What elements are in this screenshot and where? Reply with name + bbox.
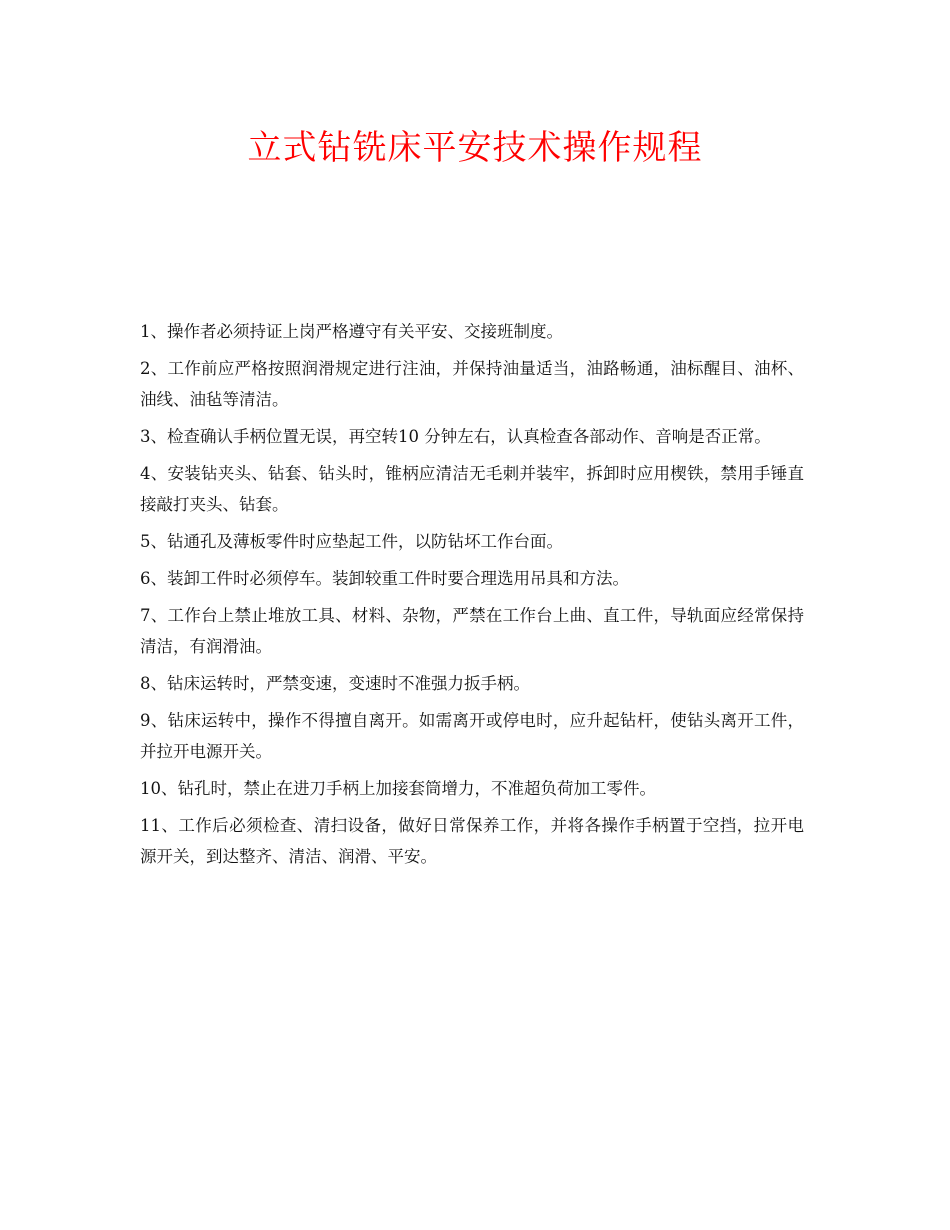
rule-item-6: 6、装卸工件时必须停车。装卸较重工件时要合理选用吊具和方法。	[140, 569, 629, 588]
rules-list	[140, 316, 804, 878]
rule-item-11: 11、工作后必须检查、清扫设备，做好日常保养工作，并将各操作手柄置于空挡，拉开电源开关，到达整齐、清洁、润滑、平安。	[140, 816, 804, 866]
document-title: 立式钻铣床平安技术操作规程	[247, 128, 703, 168]
rule-item-9: 9、钻床运转中，操作不得擅自离开。如需离开或停电时，应升起钻杆，使钻头离开工件，并拉开电源开关。	[140, 711, 804, 761]
rule-item-3: 3、检查确认手柄位置无误，再空转10 分钟左右，认真检查各部动作、音响是否正常。	[140, 427, 771, 446]
rule-item-7: 7、工作台上禁止堆放工具、材料、杂物，严禁在工作台上曲、直工件，导轨面应经常保持清洁，有润滑油。	[140, 606, 804, 656]
rule-item-8: 8、钻床运转时，严禁变速，变速时不准强力扳手柄。	[140, 674, 530, 693]
rule-item-10: 10、钻孔时，禁止在进刀手柄上加接套筒增力，不准超负荷加工零件。	[140, 779, 656, 798]
rule-item-1: 1、操作者必须持证上岗严格遵守有关平安、交接班制度。	[140, 322, 563, 341]
rule-item-2: 2、工作前应严格按照润滑规定进行注油，并保持油量适当，油路畅通，油标醒目、油杯、油线、油毡等清洁。	[140, 359, 804, 409]
rule-item-5: 5、钻通孔及薄板零件时应垫起工件，以防钻坏工作台面。	[140, 532, 563, 551]
rule-item-4: 4、安装钻夹头、钻套、钻头时，锥柄应清洁无毛刺并装牢，拆卸时应用楔铁，禁用手锤直接敲打夹头、钻套。	[140, 464, 804, 514]
